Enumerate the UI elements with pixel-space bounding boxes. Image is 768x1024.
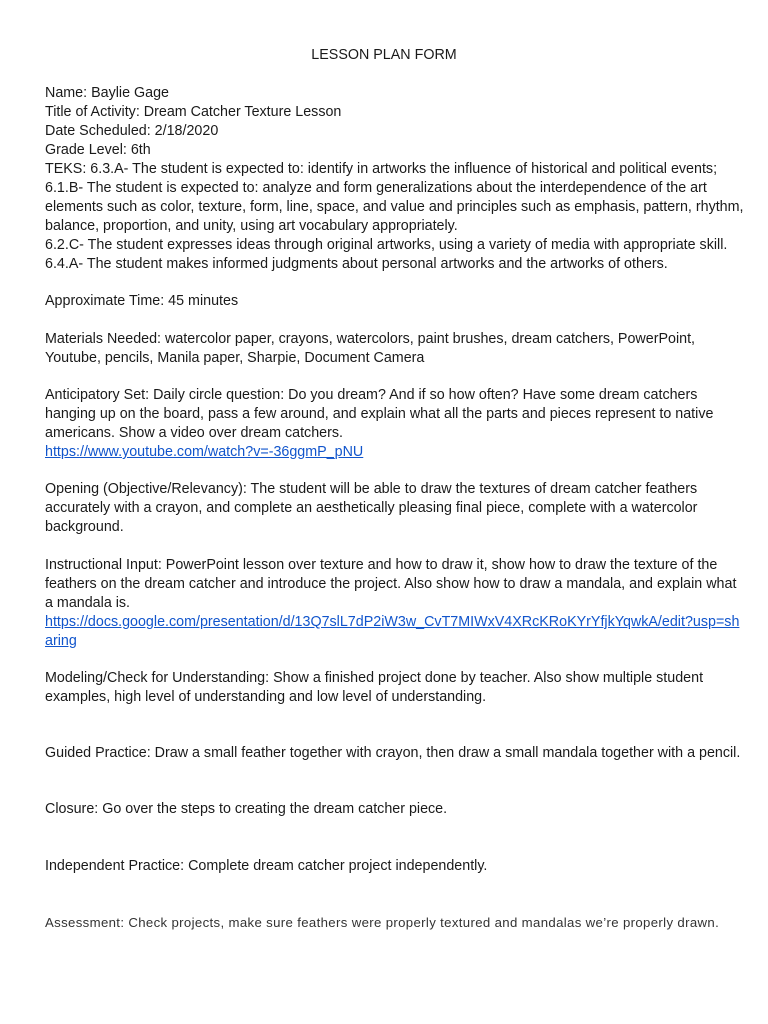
instructional-input-line: feathers on the dream catcher and introduce the project. Also show how to draw a mandala, and explain what bbox=[45, 576, 737, 592]
materials-line: Materials Needed: watercolor paper, crayons, watercolors, paint brushes, dream catchers, PowerPoint, bbox=[45, 331, 696, 347]
modeling-line: examples, high level of understanding and low level of understanding. bbox=[45, 689, 487, 705]
grade-level-line: Grade Level: 6th bbox=[45, 142, 151, 158]
name-line: Name: Baylie Gage bbox=[45, 85, 169, 101]
assessment-line: Assessment: Check projects, make sure feathers were properly textured and mandalas we’re properly drawn. bbox=[45, 915, 720, 930]
instructional-input-line: a mandala is. bbox=[45, 595, 131, 611]
modeling-line: Modeling/Check for Understanding: Show a finished project done by teacher. Also show multiple student bbox=[45, 670, 704, 686]
opening-line: Opening (Objective/Relevancy): The student will be able to draw the textures of dream catcher feathers bbox=[45, 481, 698, 497]
teks-line: balance, proportion, and unity, using art vocabulary appropriately. bbox=[45, 218, 458, 234]
youtube-video-link[interactable]: https://www.youtube.com/watch?v=-36ggmP_pNU bbox=[45, 444, 364, 460]
document-title: LESSON PLAN FORM bbox=[311, 47, 457, 63]
anticipatory-set-line: hanging up on the board, pass a few around, and explain what all the parts and pieces represent to native bbox=[45, 406, 714, 422]
teks-line: 6.2.C- The student expresses ideas through original artworks, using a variety of media with appropriate skill. bbox=[45, 237, 728, 253]
approximate-time-line: Approximate Time: 45 minutes bbox=[45, 293, 239, 309]
google-slides-link-continued[interactable]: aring bbox=[45, 633, 77, 649]
opening-line: accurately with a crayon, and complete an aesthetically pleasing final piece, complete with a watercolor bbox=[45, 500, 698, 516]
teks-line: TEKS: 6.3.A- The student is expected to: identify in artworks the influence of historical and political events; bbox=[45, 161, 718, 177]
independent-practice-line: Independent Practice: Complete dream catcher project independently. bbox=[45, 858, 488, 874]
guided-practice-line: Guided Practice: Draw a small feather together with crayon, then draw a small mandala together with a pencil. bbox=[45, 745, 741, 761]
anticipatory-set-line: americans. Show a video over dream catchers. bbox=[45, 425, 343, 441]
date-scheduled-line: Date Scheduled: 2/18/2020 bbox=[45, 123, 219, 139]
teks-line: 6.4.A- The student makes informed judgments about personal artworks and the artworks of others. bbox=[45, 256, 668, 272]
opening-line: background. bbox=[45, 519, 124, 535]
instructional-input-line: Instructional Input: PowerPoint lesson over texture and how to draw it, show how to draw the texture of the bbox=[45, 557, 718, 573]
teks-line: 6.1.B- The student is expected to: analyze and form generalizations about the interdependence of the art bbox=[45, 180, 707, 196]
google-slides-link[interactable]: https://docs.google.com/presentation/d/13Q7slL7dP2iW3w_CvT7MIWxV4XRcKRoKYrYfjkYqwkA/edit?usp=sh bbox=[45, 614, 740, 630]
teks-line: elements such as color, texture, form, line, space, and value and principles such as emphasis, pattern, rhythm, bbox=[45, 199, 744, 215]
anticipatory-set-line: Anticipatory Set: Daily circle question: Do you dream? And if so how often? Have some dream catchers bbox=[45, 387, 698, 403]
closure-line: Closure: Go over the steps to creating the dream catcher piece. bbox=[45, 801, 448, 817]
materials-line: Youtube, pencils, Manila paper, Sharpie, Document Camera bbox=[45, 350, 425, 366]
activity-title-line: Title of Activity: Dream Catcher Texture Lesson bbox=[45, 104, 342, 120]
